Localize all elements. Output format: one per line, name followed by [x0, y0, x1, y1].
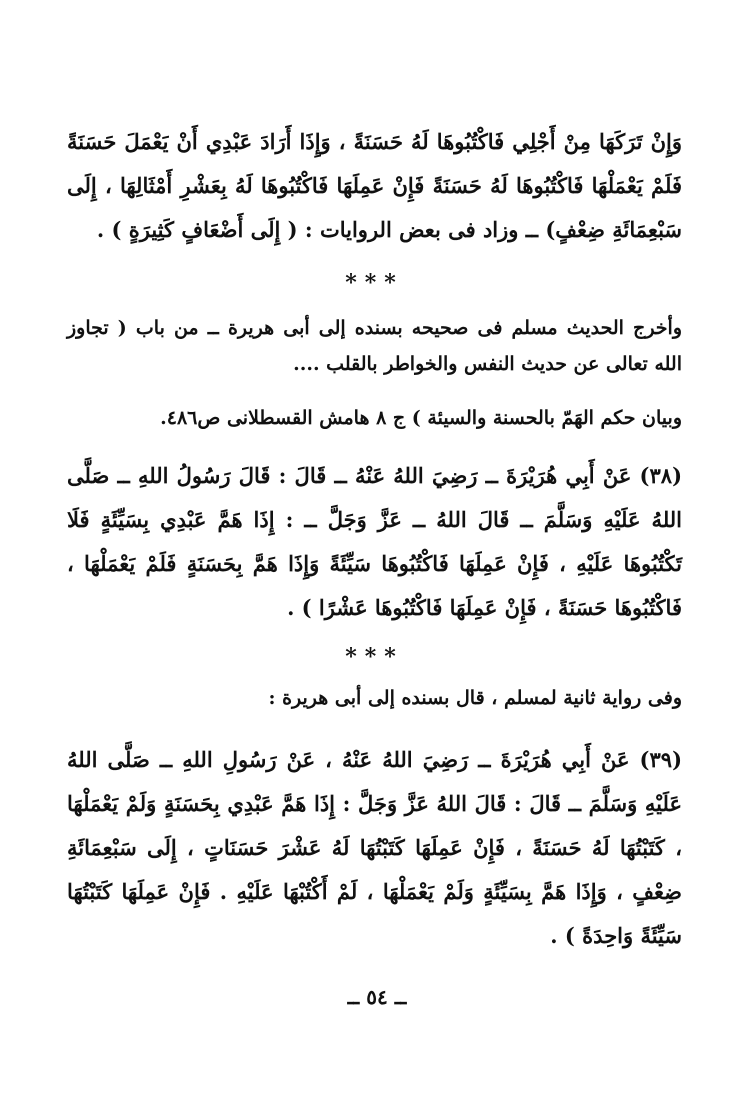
paragraph-hadith-39: (٣٩) عَنْ أَبِي هُرَيْرَةَ ــ رَضِيَ اللهُ عَنْهُ ، عَنْ رَسُولِ اللهِ ــ صَلَّى اللهُ عَلَيْهِ وَسَلَّمَ ــ قَالَ : قَالَ اللهُ عَزَّ وَجَلَّ : إِذَا هَمَّ عَبْدِي بِحَسَنَةٍ وَلَمْ يَعْمَلْهَا ، كَتَبْتُهَا لَهُ حَسَنَةً ، فَإِنْ عَمِلَهَا كَتَبْتُهَا لَهُ عَشْرَ حَسَنَاتٍ ، إِلَى سَبْعِمَائَةِ ضِعْفٍ ، وَإِذَا هَمَّ بِسَيِّئَةٍ وَلَمْ يَعْمَلْهَا ، لَمْ أَكْتُبْهَا عَلَيْهِ . فَإِنْ عَمِلَهَا كَتَبْتُهَا سَيِّئَةً وَاحِدَةً ) .	[67, 747, 682, 948]
paragraph-hadith-continuation: وَإِنْ تَرَكَهَا مِنْ أَجْلِي فَاكْتُبُوهَا لَهُ حَسَنَةً ، وَإِذَا أَرَادَ عَبْدِي أَنْ يَعْمَلَ حَسَنَةً فَلَمْ يَعْمَلْهَا فَاكْتُبُوهَا لَهُ حَسَنَةً فَإِنْ عَمِلَهَا فَاكْتُبُوهَا لَهُ بِعَشْرِ أَمْثَالِهَا ، إِلَى سَبْعِمَائَةِ ضِعْفٍ) ــ وزاد فى بعض الروايات : ( إِلَى أَضْعَافٍ كَثِيرَةٍ ) .	[67, 129, 682, 242]
paragraph-chapter-reference: وبيان حكم الهَمّ بالحسنة والسيئة ) ج ٨ هامش القسطلانى ص٤٨٦.	[160, 407, 682, 429]
section-separator: ***	[345, 644, 404, 670]
page-body	[67, 120, 682, 958]
paragraph-hadith-38: (٣٨) عَنْ أَبِي هُرَيْرَةَ ــ رَضِيَ اللهُ عَنْهُ ــ قَالَ : قَالَ رَسُولُ اللهِ ــ صَلَّى اللهُ عَلَيْهِ وَسَلَّمَ ــ قَالَ اللهُ ــ عَزَّ وَجَلَّ ــ : إِذَا هَمَّ عَبْدِي بِسَيِّئَةٍ فَلَا تَكْتُبُوهَا عَلَيْهِ ، فَإِنْ عَمِلَهَا فَاكْتُبُوهَا سَيِّئَةً وَإِذَا هَمَّ بِحَسَنَةٍ فَلَمْ يَعْمَلْهَا ، فَاكْتُبُوهَا حَسَنَةً ، فَإِنْ عَمِلَهَا فَاكْتُبُوهَا عَشْرًا ) .	[67, 463, 682, 620]
page-number: ــ ٥٤ ــ	[347, 985, 407, 1009]
paragraph-muslim-intro: وأخرج الحديث مسلم فى صحيحه بسنده إلى أبى هريرة ــ من باب ( تجاوز الله تعالى عن حديث النفس والخواطر بالقلب ....	[67, 317, 682, 375]
paragraph-second-narration-intro: وفى رواية ثانية لمسلم ، قال بسنده إلى أبى هريرة :	[268, 687, 682, 709]
section-separator: ***	[345, 270, 404, 296]
